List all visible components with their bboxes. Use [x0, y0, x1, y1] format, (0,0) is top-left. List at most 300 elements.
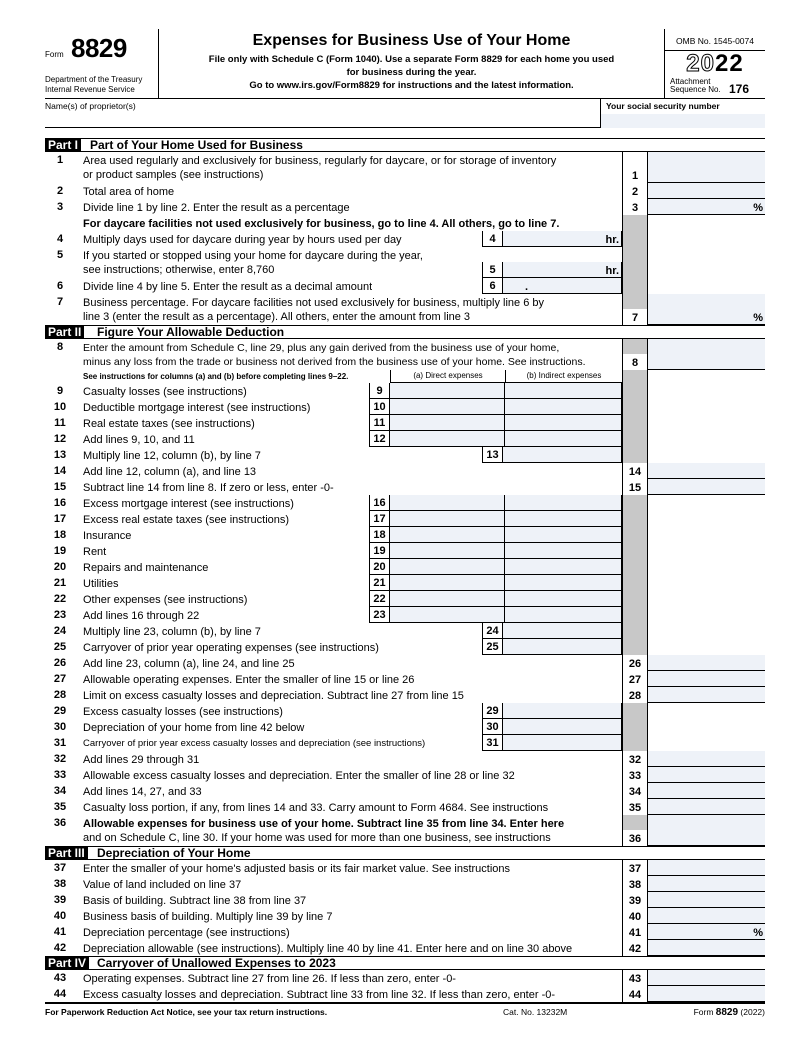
line-21-box: 21 [369, 575, 390, 591]
shaded-box [622, 294, 648, 309]
line-26-text: Add line 23, column (a), line 24, and line 25 [83, 658, 295, 670]
line-8-text [83, 341, 618, 369]
shaded-box [622, 559, 648, 575]
line-1-text-a: Area used regularly and exclusively for business, regularly for daycare, or for storage of inventory [83, 155, 557, 167]
line-34-amount[interactable] [648, 783, 765, 799]
line-2-amount[interactable] [648, 183, 765, 199]
line-32-box: 32 [622, 751, 648, 767]
line-39-box: 39 [622, 892, 648, 908]
shaded-box [622, 415, 648, 431]
name-line [45, 99, 765, 128]
line-14-amount[interactable] [648, 463, 765, 479]
line-37 [45, 860, 765, 876]
hours-unit: hr. [605, 265, 619, 277]
line-23-indirect[interactable] [505, 607, 622, 623]
line-3 [45, 199, 765, 215]
line-36-text [83, 817, 618, 845]
line-27-box: 27 [622, 671, 648, 687]
part-1-header [45, 138, 765, 152]
shaded-box [622, 815, 648, 830]
tax-year [665, 51, 765, 77]
footer-form-word: Form [693, 1007, 714, 1017]
line-29-box: 29 [482, 703, 503, 719]
hours-unit: hr. [605, 234, 619, 246]
line-29-amount[interactable] [503, 703, 622, 719]
line-2 [45, 183, 765, 199]
line-21 [45, 575, 765, 591]
part-3-header [45, 846, 765, 860]
line-35-amount[interactable] [648, 799, 765, 815]
line-25-text: Carryover of prior year operating expenses (see instructions) [83, 642, 379, 654]
line-18-box: 18 [369, 527, 390, 543]
line-41-text: Depreciation percentage (see instructions) [83, 927, 290, 939]
line-19-text: Rent [83, 546, 107, 558]
line-26-box: 26 [622, 655, 648, 671]
line-number: 41 [53, 926, 67, 938]
line-number: 11 [54, 417, 66, 429]
part-4-header [45, 956, 765, 970]
line-44-amount[interactable] [648, 986, 765, 1002]
line-18-direct[interactable] [390, 527, 505, 543]
shaded-box [622, 231, 648, 247]
line-8-box: 8 [622, 354, 648, 370]
line-number: 19 [53, 545, 67, 557]
sequence-number: 176 [729, 82, 750, 96]
shaded-box [622, 543, 648, 559]
line-number: 1 [56, 154, 64, 166]
form-word: Form [45, 50, 64, 59]
line-17-text: Excess real estate taxes (see instructions) [83, 514, 290, 526]
line-18-indirect[interactable] [505, 527, 622, 543]
line-5-text-a: If you started or stopped using your home for daycare during the year, [83, 250, 423, 262]
line-1-box: 1 [622, 152, 648, 183]
line-number: 7 [56, 296, 64, 308]
form-8829 [45, 29, 765, 1016]
part-1-title: Part of Your Home Used for Business [90, 138, 303, 152]
line-number: 18 [53, 529, 67, 541]
line-7-box: 7 [622, 309, 648, 325]
line-9 [45, 383, 765, 399]
line-32-text: Add lines 29 through 31 [83, 754, 200, 766]
line-27-text: Allowable operating expenses. Enter the smaller of line 15 or line 26 [83, 674, 415, 686]
line-8-amount[interactable] [648, 339, 765, 370]
line-7 [45, 294, 765, 325]
line-4-hours[interactable] [503, 231, 622, 247]
line-22-box: 22 [369, 591, 390, 607]
line-17 [45, 511, 765, 527]
line-37-box: 37 [622, 860, 648, 876]
form-subtitle [159, 53, 664, 92]
line-28-box: 28 [622, 687, 648, 703]
line-1-amount[interactable] [648, 152, 765, 183]
line-24-text: Multiply line 23, column (b), by line 7 [83, 626, 261, 638]
omb-block [664, 29, 765, 99]
line-6 [45, 278, 765, 294]
shaded-box [622, 399, 648, 415]
catalog-number: Cat. No. 13232M [503, 1007, 568, 1017]
decimal-point: . [525, 281, 529, 293]
line-10-indirect[interactable] [505, 399, 622, 415]
line-34-text: Add lines 14, 27, and 33 [83, 786, 202, 798]
line-25-amount[interactable] [503, 639, 622, 655]
line-31 [45, 735, 765, 751]
subtitle-line-3: Go to www.irs.gov/Form8829 for instructions and the latest information. [249, 80, 574, 91]
line-4-box: 4 [482, 231, 503, 247]
part-2-header [45, 325, 765, 339]
line-number: 38 [53, 878, 67, 890]
line-number: 33 [53, 769, 67, 781]
line-36-amount[interactable] [648, 815, 765, 846]
attachment-label [670, 78, 721, 94]
line-34 [45, 783, 765, 799]
line-21-text: Utilities [83, 578, 119, 590]
line-16-box: 16 [369, 495, 390, 511]
line-number: 6 [56, 280, 64, 292]
line-13-box: 13 [482, 447, 503, 463]
line-22-indirect[interactable] [505, 591, 622, 607]
line-10-text: Deductible mortgage interest (see instructions) [83, 402, 311, 414]
line-14-text: Add line 12, column (a), and line 13 [83, 466, 257, 478]
omb-number: OMB No. 1545-0074 [665, 36, 765, 51]
line-13-amount[interactable] [503, 447, 622, 463]
line-number: 8 [56, 341, 64, 353]
line-8-text-a: Enter the amount from Schedule C, line 29, plus any gain derived from the business use of your home, [83, 342, 560, 354]
part-3-title: Depreciation of Your Home [97, 846, 251, 860]
line-6-box: 6 [482, 278, 503, 294]
ssn-field[interactable] [600, 99, 765, 128]
shaded-box [622, 215, 648, 231]
line-36 [45, 815, 765, 846]
subtitle-line-1: File only with Schedule C (Form 1040). Use a separate Form 8829 for each home you used [208, 54, 615, 65]
line-36-text-a: Allowable expenses for business use of your home. Subtract line 35 from line 34. Enter here [83, 818, 565, 830]
line-38-amount[interactable] [648, 876, 765, 892]
shaded-box [622, 591, 648, 607]
line-10-box: 10 [369, 399, 390, 415]
percent-sign: % [753, 202, 763, 214]
line-7-text-a: Business percentage. For daycare facilities not used exclusively for business, multiply line 6 by [83, 297, 545, 309]
line-35-text: Casualty loss portion, if any, from lines 14 and 33. Carry amount to Form 4684. See instructions [83, 802, 549, 814]
line-12-box: 12 [369, 431, 390, 447]
line-40-text: Business basis of building. Multiply line 39 by line 7 [83, 911, 333, 923]
line-22-text: Other expenses (see instructions) [83, 594, 248, 606]
line-5-text-b: see instructions; otherwise, enter 8,760 [83, 264, 275, 276]
line-44-box: 44 [622, 986, 648, 1002]
shaded-box [622, 247, 648, 278]
line-9-box: 9 [369, 383, 390, 399]
line-number: 21 [53, 577, 67, 589]
line-7-text-b: line 3 (enter the result as a percentage). All others, enter the amount from line 3 [83, 311, 471, 323]
line-3-text: Divide line 1 by line 2. Enter the result as a percentage [83, 202, 350, 214]
line-43 [45, 970, 765, 986]
line-12-indirect[interactable] [505, 431, 622, 447]
line-number: 17 [53, 513, 67, 525]
line-number: 15 [53, 481, 67, 493]
line-38 [45, 876, 765, 892]
line-7-amount[interactable] [648, 294, 765, 325]
line-20-box: 20 [369, 559, 390, 575]
line-32-amount[interactable] [648, 751, 765, 767]
line-17-direct[interactable] [390, 511, 505, 527]
part-1-label: Part I [45, 139, 81, 152]
line-12-text: Add lines 9, 10, and 11 [83, 434, 195, 446]
shaded-box [622, 639, 648, 655]
line-37-amount[interactable] [648, 860, 765, 876]
line-number: 27 [53, 673, 67, 685]
line-11-direct[interactable] [390, 415, 505, 431]
line-15-box: 15 [622, 479, 648, 495]
line-28-amount[interactable] [648, 687, 765, 703]
line-17-indirect[interactable] [505, 511, 622, 527]
line-16-direct[interactable] [390, 495, 505, 511]
line-20 [45, 559, 765, 575]
dept-line-2: Internal Revenue Service [45, 85, 135, 94]
line-16-indirect[interactable] [505, 495, 622, 511]
line-5-box: 5 [482, 262, 503, 278]
line-1 [45, 152, 765, 183]
line-9-direct[interactable] [390, 383, 505, 399]
line-number: 31 [53, 737, 67, 749]
line-11-box: 11 [369, 415, 390, 431]
line-21-direct[interactable] [390, 575, 505, 591]
line-39 [45, 892, 765, 908]
line-25-box: 25 [482, 639, 503, 655]
line-25 [45, 639, 765, 655]
shaded-box [622, 431, 648, 447]
column-b-header: (b) Indirect expenses [505, 370, 622, 383]
line-number: 44 [53, 988, 67, 1000]
line-40 [45, 908, 765, 924]
line-number: 42 [53, 942, 67, 954]
line-27 [45, 671, 765, 687]
shaded-box [622, 383, 648, 399]
line-4-text: Multiply days used for daycare during year by hours used per day [83, 234, 402, 246]
line-43-box: 43 [622, 970, 648, 986]
line-11-indirect[interactable] [505, 415, 622, 431]
line-38-text: Value of land included on line 37 [83, 879, 242, 891]
line-30-box: 30 [482, 719, 503, 735]
line-39-amount[interactable] [648, 892, 765, 908]
form-footer [45, 1002, 765, 1016]
line-26-amount[interactable] [648, 655, 765, 671]
line-36-box: 36 [622, 830, 648, 846]
line-10 [45, 399, 765, 415]
line-number: 36 [53, 817, 67, 829]
line-31-box: 31 [482, 735, 503, 751]
line-30 [45, 719, 765, 735]
line-24-box: 24 [482, 623, 503, 639]
line-number: 24 [53, 625, 67, 637]
line-34-box: 34 [622, 783, 648, 799]
year-suffix: 22 [715, 50, 744, 77]
line-33-box: 33 [622, 767, 648, 783]
line-27-amount[interactable] [648, 671, 765, 687]
line-number: 23 [53, 609, 67, 621]
paperwork-notice: For Paperwork Reduction Act Notice, see your tax return instructions. [45, 1007, 328, 1017]
line-29-text: Excess casualty losses (see instructions) [83, 706, 283, 718]
line-5-hours[interactable] [503, 262, 622, 278]
line-41-amount[interactable] [648, 924, 765, 940]
line-23-direct[interactable] [390, 607, 505, 623]
line-16 [45, 495, 765, 511]
column-a-header: (a) Direct expenses [390, 370, 505, 383]
line-23 [45, 607, 765, 623]
line-9-text: Casualty losses (see instructions) [83, 386, 247, 398]
shaded-box [622, 447, 648, 463]
ssn-label: Your social security number [606, 101, 720, 111]
line-24 [45, 623, 765, 639]
line-2-text: Total area of home [83, 186, 175, 198]
ssn-input[interactable] [601, 114, 765, 128]
line-number: 20 [53, 561, 67, 573]
line-19-box: 19 [369, 543, 390, 559]
line-number: 28 [53, 689, 67, 701]
line-31-amount[interactable] [503, 735, 622, 751]
line-15 [45, 479, 765, 495]
line-number: 14 [53, 465, 67, 477]
line-42-box: 42 [622, 940, 648, 956]
line-33 [45, 767, 765, 783]
percent-sign: % [753, 312, 763, 324]
line-21-indirect[interactable] [505, 575, 622, 591]
dept-line-1: Department of the Treasury [45, 75, 143, 84]
line-13-text: Multiply line 12, column (b), by line 7 [83, 450, 261, 462]
line-28-text: Limit on excess casualty losses and depreciation. Subtract line 27 from line 15 [83, 690, 464, 702]
shaded-box [622, 607, 648, 623]
line-43-amount[interactable] [648, 970, 765, 986]
part-4-label: Part IV [45, 957, 89, 970]
line-3-box: 3 [622, 199, 648, 215]
proprietor-name-label: Name(s) of proprietor(s) [45, 101, 136, 111]
shaded-box [622, 278, 648, 294]
line-20-direct[interactable] [390, 559, 505, 575]
sequence-text: Sequence No. [670, 85, 721, 94]
line-5 [45, 247, 765, 278]
line-7-text [83, 296, 618, 324]
line-23-text: Add lines 16 through 22 [83, 610, 200, 622]
line-8 [45, 339, 765, 370]
line-6-decimal[interactable] [503, 278, 622, 294]
shaded-box [622, 511, 648, 527]
line-11 [45, 415, 765, 431]
line-number: 29 [53, 705, 67, 717]
line-37-text: Enter the smaller of your home's adjusted basis or its fair market value. See instructions [83, 863, 511, 875]
line-33-text: Allowable excess casualty losses and depreciation. Enter the smaller of line 28 or line 32 [83, 770, 515, 782]
part-2-title: Figure Your Allowable Deduction [97, 325, 285, 339]
line-30-text: Depreciation of your home from line 42 below [83, 722, 305, 734]
line-20-text: Repairs and maintenance [83, 562, 209, 574]
line-44 [45, 986, 765, 1002]
line-17-box: 17 [369, 511, 390, 527]
shaded-box [622, 735, 648, 751]
line-8-text-b: minus any loss from the trade or business not derived from the business use of your home. See instructions. [83, 356, 586, 368]
line-42-amount[interactable] [648, 940, 765, 956]
attachment-text: Attachment [670, 77, 711, 86]
part-4-title: Carryover of Unallowed Expenses to 2023 [97, 956, 336, 970]
column-headers [45, 370, 765, 383]
line-29 [45, 703, 765, 719]
line-number: 26 [53, 657, 67, 669]
line-1-text [83, 154, 618, 182]
line-26 [45, 655, 765, 671]
line-15-text: Subtract line 14 from line 8. If zero or less, enter -0- [83, 482, 334, 494]
line-36-text-b: and on Schedule C, line 30. If your home was used for more than one business, see instructions [83, 832, 551, 844]
line-number: 9 [56, 385, 64, 397]
line-number: 22 [53, 593, 67, 605]
line-2-box: 2 [622, 183, 648, 199]
line-number: 5 [56, 249, 64, 261]
line-number: 32 [53, 753, 67, 765]
line-42-text: Depreciation allowable (see instructions). Multiply line 40 by line 41. Enter here and on line 30 above [83, 943, 573, 955]
shaded-box [622, 719, 648, 735]
line-22-direct[interactable] [390, 591, 505, 607]
line-13 [45, 447, 765, 463]
line-42 [45, 940, 765, 956]
line-22 [45, 591, 765, 607]
line-10-direct[interactable] [390, 399, 505, 415]
footer-year: (2022) [740, 1007, 765, 1017]
line-19-direct[interactable] [390, 543, 505, 559]
line-19-indirect[interactable] [505, 543, 622, 559]
form-header [45, 29, 765, 99]
line-9-indirect[interactable] [505, 383, 622, 399]
line-12 [45, 431, 765, 447]
line-31-text: Carryover of prior year excess casualty losses and depreciation (see instructions) [83, 738, 426, 749]
line-32 [45, 751, 765, 767]
line-20-indirect[interactable] [505, 559, 622, 575]
line-30-amount[interactable] [503, 719, 622, 735]
line-35-box: 35 [622, 799, 648, 815]
line-number: 35 [53, 801, 67, 813]
line-5-text [83, 249, 478, 277]
line-41 [45, 924, 765, 940]
line-4 [45, 231, 765, 247]
line-24-amount[interactable] [503, 623, 622, 639]
line-1-text-b: or product samples (see instructions) [83, 169, 264, 181]
form-title: Expenses for Business Use of Your Home [252, 32, 571, 49]
line-11-text: Real estate taxes (see instructions) [83, 418, 255, 430]
line-number: 43 [53, 972, 67, 984]
line-19 [45, 543, 765, 559]
line-14-box: 14 [622, 463, 648, 479]
part-2-label: Part II [45, 326, 84, 339]
footer-form-number: 8829 [715, 1007, 739, 1018]
line-33-amount[interactable] [648, 767, 765, 783]
line-40-amount[interactable] [648, 908, 765, 924]
line-39-text: Basis of building. Subtract line 38 from line 37 [83, 895, 307, 907]
shaded-box [622, 370, 648, 383]
line-number: 12 [53, 433, 67, 445]
line-35 [45, 799, 765, 815]
line-23-box: 23 [369, 607, 390, 623]
column-instructions: See instructions for columns (a) and (b) before completing lines 9–22. [83, 372, 349, 381]
line-number: 10 [53, 401, 67, 413]
line-18 [45, 527, 765, 543]
subtitle-line-2: for business during the year. [346, 67, 477, 78]
line-number: 16 [53, 497, 67, 509]
year-prefix: 20 [686, 50, 715, 77]
shaded-box [622, 527, 648, 543]
line-12-direct[interactable] [390, 431, 505, 447]
department [45, 75, 142, 95]
shaded-box [622, 339, 648, 354]
line-15-amount[interactable] [648, 479, 765, 495]
shaded-box [622, 495, 648, 511]
line-number: 25 [53, 641, 67, 653]
footer-form-id [694, 1007, 765, 1018]
line-6-text: Divide line 4 by line 5. Enter the result as a decimal amount [83, 281, 373, 293]
line-44-text: Excess casualty losses and depreciation. Subtract line 33 from line 32. If less than zero, enter -0- [83, 989, 556, 1001]
line-3-amount[interactable] [648, 199, 765, 215]
